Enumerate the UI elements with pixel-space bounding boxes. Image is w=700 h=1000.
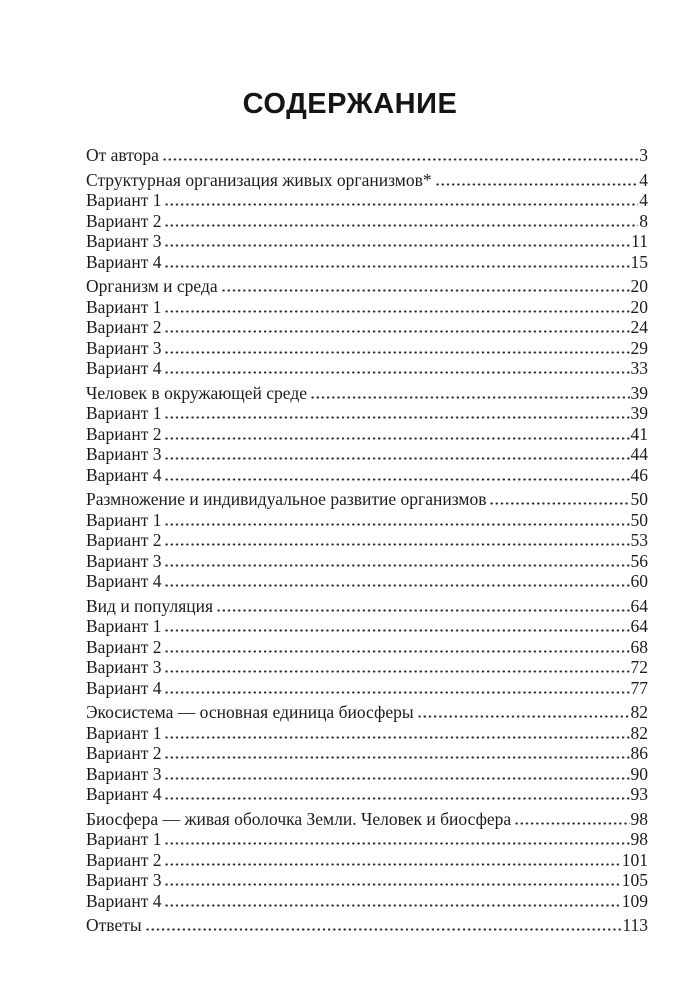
dot-leader	[164, 723, 629, 744]
toc-entry-label: Организм и среда	[86, 276, 218, 296]
toc-entry-page: 4	[639, 190, 648, 210]
dot-leader	[164, 657, 629, 678]
toc-row	[86, 252, 648, 273]
toc-entry-label: Вариант 3	[86, 550, 162, 571]
toc-entry-page: 98	[630, 829, 648, 849]
toc-entry-page: 90	[630, 763, 648, 784]
toc-entry-label: Вариант 4	[86, 890, 162, 911]
toc-row	[86, 510, 648, 531]
toc-entry-page: 98	[630, 808, 648, 829]
toc-row	[86, 850, 648, 871]
toc-entry-page: 29	[630, 337, 648, 358]
toc-entry-label: Вариант 2	[86, 317, 162, 337]
page-title: СОДЕРЖАНИЕ	[242, 88, 458, 120]
dot-leader	[164, 891, 620, 912]
toc-row	[86, 424, 648, 445]
toc-entry-page: 20	[630, 276, 648, 296]
toc-entry-page: 82	[630, 702, 648, 722]
dot-leader	[164, 424, 629, 445]
toc-entry-label: Вариант 1	[86, 829, 162, 849]
toc-entry-label: Вариант 4	[86, 677, 162, 698]
toc-row	[86, 530, 648, 551]
toc-row	[86, 915, 648, 936]
toc-row	[86, 596, 648, 617]
dot-leader	[164, 850, 620, 871]
toc-entry-page: 44	[630, 444, 648, 464]
toc-entry-label: Вариант 1	[86, 190, 162, 210]
dot-leader	[221, 276, 630, 297]
toc-entry-page: 109	[621, 890, 648, 911]
toc-row	[86, 170, 648, 191]
toc-entry-page: 60	[630, 571, 648, 591]
toc-row	[86, 870, 648, 891]
toc-row	[86, 358, 648, 379]
toc-entry-page: 39	[630, 403, 648, 423]
toc-entry-page: 53	[630, 530, 648, 550]
dot-leader	[164, 465, 629, 486]
dot-leader	[164, 829, 629, 850]
toc-row	[86, 317, 648, 338]
toc-entry-page: 46	[630, 464, 648, 485]
toc-entry-page: 64	[630, 616, 648, 636]
toc-entry-page: 72	[630, 657, 648, 677]
toc-entry-page: 41	[630, 423, 648, 444]
dot-leader	[164, 616, 629, 637]
toc-entry-page: 68	[630, 636, 648, 657]
dot-leader	[164, 358, 629, 379]
toc-row	[86, 723, 648, 744]
toc-entry-label: Вариант 3	[86, 870, 162, 890]
toc-row	[86, 743, 648, 764]
toc-row	[86, 809, 648, 830]
toc-entry-label: Вариант 4	[86, 358, 162, 378]
toc-list	[86, 141, 648, 936]
toc-entry-label: Вариант 4	[86, 464, 162, 485]
toc-entry-page: 4	[639, 169, 648, 190]
toc-entry-page: 101	[621, 849, 648, 870]
toc-entry-label: Вариант 3	[86, 763, 162, 784]
toc-entry-page: 15	[630, 251, 648, 272]
toc-entry-label: Вариант 2	[86, 530, 162, 550]
toc-entry-label: Вариант 1	[86, 722, 162, 743]
dot-leader	[164, 252, 629, 273]
toc-row	[86, 465, 648, 486]
toc-row	[86, 616, 648, 637]
toc-entry-label: Вариант 4	[86, 571, 162, 591]
dot-leader	[164, 510, 629, 531]
dot-leader	[164, 190, 638, 211]
toc-row	[86, 678, 648, 699]
toc-row	[86, 571, 648, 592]
toc-row	[86, 702, 648, 723]
dot-leader	[164, 403, 629, 424]
toc-entry-label: Вариант 2	[86, 849, 162, 870]
toc-row	[86, 338, 648, 359]
toc-row	[86, 211, 648, 232]
toc-entry-page: 56	[630, 550, 648, 571]
toc-entry-label: Вариант 3	[86, 337, 162, 358]
dot-leader	[310, 383, 630, 404]
toc-entry-label: Ответы	[86, 915, 142, 935]
toc-entry-label: Вариант 2	[86, 423, 162, 444]
dot-leader	[164, 870, 620, 891]
toc-entry-page: 50	[630, 489, 648, 509]
toc-entry-page: 50	[630, 509, 648, 530]
dot-leader	[164, 297, 629, 318]
toc-entry-page: 11	[631, 231, 648, 251]
toc-entry-page: 113	[622, 915, 648, 935]
toc-entry-label: Вариант 4	[86, 251, 162, 272]
toc-entry-page: 77	[630, 677, 648, 698]
toc-entry-label: Вариант 4	[86, 784, 162, 804]
toc-entry-label: Вариант 1	[86, 616, 162, 636]
toc-row	[86, 383, 648, 404]
dot-leader	[514, 809, 629, 830]
dot-leader	[489, 489, 629, 510]
toc-entry-label: Вариант 1	[86, 296, 162, 317]
dot-leader	[164, 743, 629, 764]
toc-entry-label: Размножение и индивидуальное развитие организмов	[86, 489, 487, 509]
toc-entry-label: Вариант 3	[86, 231, 162, 251]
toc-row	[86, 784, 648, 805]
toc-entry-label: Биосфера — живая оболочка Земли. Человек и биосфера	[86, 808, 512, 829]
toc-entry-label: Вариант 2	[86, 636, 162, 657]
toc-row	[86, 829, 648, 850]
dot-leader	[164, 211, 638, 232]
toc-row	[86, 297, 648, 318]
toc-entry-page: 86	[630, 743, 648, 763]
toc-entry-page: 33	[630, 358, 648, 378]
dot-leader	[164, 784, 629, 805]
toc-row	[86, 276, 648, 297]
toc-entry-label: Человек в окружающей среде	[86, 382, 307, 403]
toc-entry-label: Вариант 1	[86, 509, 162, 530]
dot-leader	[164, 444, 629, 465]
toc-row	[86, 637, 648, 658]
toc-row	[86, 444, 648, 465]
dot-leader	[162, 145, 638, 166]
dot-leader	[164, 571, 629, 592]
toc-entry-page: 82	[630, 722, 648, 743]
toc-entry-label: Вариант 2	[86, 743, 162, 763]
toc-entry-page: 39	[630, 382, 648, 403]
dot-leader	[164, 231, 630, 252]
dot-leader	[164, 764, 629, 785]
dot-leader	[164, 678, 629, 699]
dot-leader	[417, 702, 630, 723]
toc-entry-label: Вариант 3	[86, 657, 162, 677]
toc-entry-page: 105	[621, 870, 648, 890]
dot-leader	[435, 170, 639, 191]
dot-leader	[216, 596, 629, 617]
toc-row	[86, 403, 648, 424]
dot-leader	[164, 530, 629, 551]
dot-leader	[164, 338, 629, 359]
toc-entry-page: 93	[630, 784, 648, 804]
toc-entry-page: 8	[639, 210, 648, 231]
toc-row	[86, 489, 648, 510]
toc-entry-label: Экосистема — основная единица биосферы	[86, 702, 414, 722]
toc-entry-label: Вариант 2	[86, 210, 162, 231]
toc-entry-label: Вариант 3	[86, 444, 162, 464]
toc-entry-page: 64	[630, 595, 648, 616]
dot-leader	[145, 915, 622, 936]
dot-leader	[164, 551, 629, 572]
dot-leader	[164, 317, 629, 338]
toc-row	[86, 657, 648, 678]
toc-entry-page: 3	[639, 145, 648, 165]
toc-entry-label: Вариант 1	[86, 403, 162, 423]
toc-entry-page: 20	[630, 296, 648, 317]
toc-row	[86, 551, 648, 572]
toc-row	[86, 190, 648, 211]
toc-entry-label: Структурная организация живых организмов*	[86, 169, 432, 190]
toc-entry-page: 24	[630, 317, 648, 337]
toc-row	[86, 891, 648, 912]
toc-entry-label: От автора	[86, 145, 159, 165]
dot-leader	[164, 637, 629, 658]
toc-row	[86, 145, 648, 166]
toc-entry-label: Вид и популяция	[86, 595, 214, 616]
toc-row	[86, 764, 648, 785]
toc-row	[86, 231, 648, 252]
